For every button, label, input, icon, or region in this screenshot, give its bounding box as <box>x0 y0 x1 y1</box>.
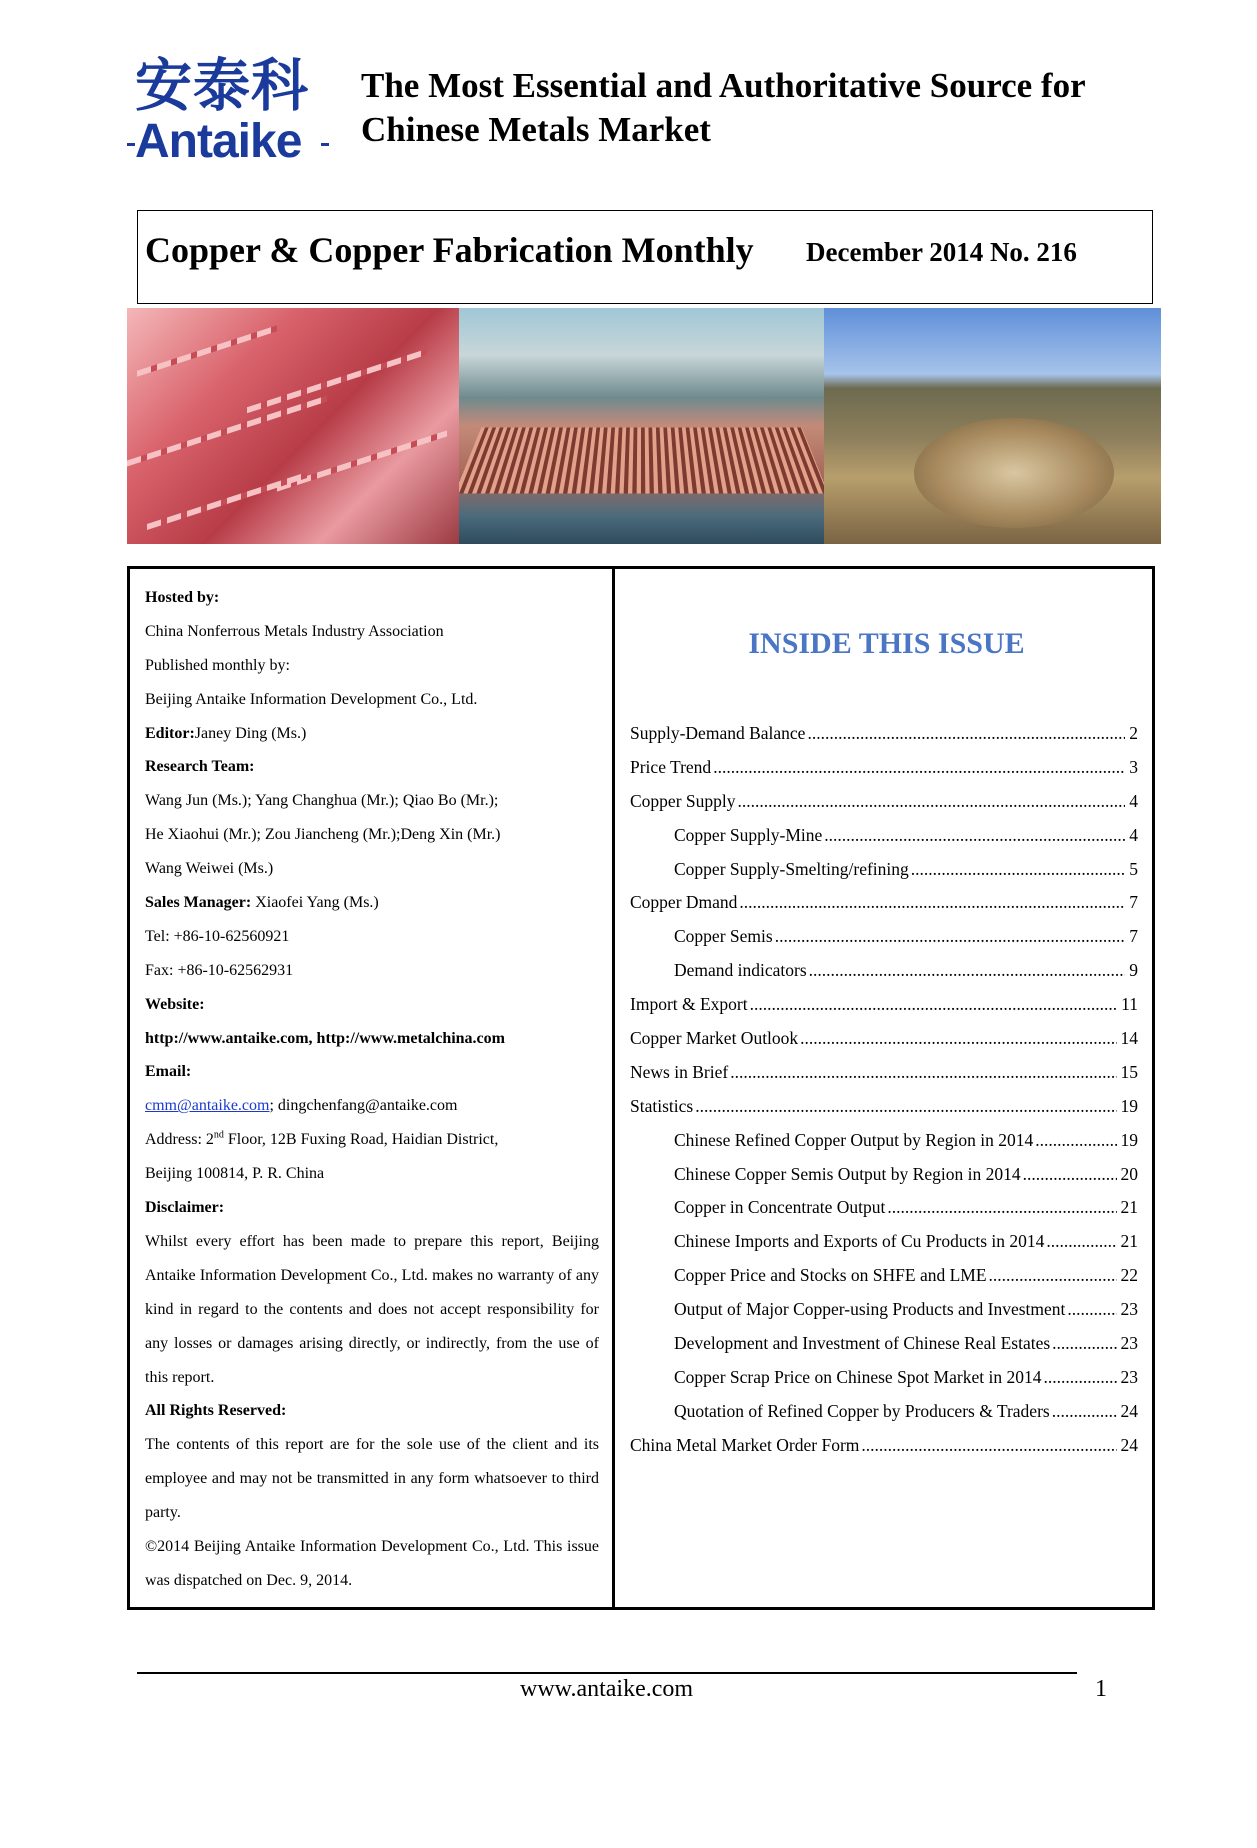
toc-heading: INSIDE THIS ISSUE <box>748 627 1025 660</box>
toc-item[interactable] <box>630 988 1138 1022</box>
toc-item[interactable] <box>630 1191 1138 1225</box>
toc-item[interactable] <box>630 1429 1138 1463</box>
toc-item-label: Copper Price and Stocks on SHFE and LME <box>674 1259 989 1293</box>
toc-item[interactable] <box>630 954 1138 988</box>
toc-leader-dots <box>1035 1124 1116 1158</box>
footer-url[interactable]: www.antaike.com <box>520 1676 694 1702</box>
toc-item-page: 22 <box>1120 1265 1138 1286</box>
toc-item-label: Copper Supply-Mine <box>674 819 824 853</box>
publication-info <box>145 581 599 1598</box>
toc-item-page: 11 <box>1121 994 1138 1015</box>
toc-item-page: 24 <box>1120 1400 1138 1421</box>
toc-item-page: 14 <box>1120 1028 1138 1049</box>
toc-leader-dots <box>775 920 1126 954</box>
address-superscript: nd <box>213 1129 224 1141</box>
tagline <box>361 64 1201 152</box>
toc-leader-dots <box>800 1022 1116 1056</box>
disclaimer-label: Disclaimer: <box>145 1199 225 1217</box>
toc-item-page: 24 <box>1120 1434 1138 1455</box>
toc-leader-dots <box>807 717 1125 751</box>
toc-leader-dots <box>713 751 1125 785</box>
email-secondary: ; dingchenfang@antaike.com <box>269 1097 458 1115</box>
page-number: 1 <box>1095 1676 1107 1702</box>
toc-item[interactable] <box>630 1022 1138 1056</box>
column-divider <box>612 569 615 1607</box>
published-label: Published monthly by: <box>145 656 290 674</box>
toc-item-label: Supply-Demand Balance <box>630 717 807 751</box>
research-line-1: Wang Jun (Ms.); Yang Changhua (Mr.); Qiao Bo (Mr.); <box>145 792 499 810</box>
toc-item-label: Copper Dmand <box>630 886 739 920</box>
logo-chinese-text: 安泰科 <box>135 53 309 119</box>
toc-leader-dots <box>1052 1395 1117 1429</box>
toc-leader-dots <box>1052 1327 1116 1361</box>
toc-item-label: Copper in Concentrate Output <box>674 1191 887 1225</box>
toc-item-label: Output of Major Copper-using Products and Investment <box>674 1293 1067 1327</box>
tagline-line-1: The Most Essential and Authoritative Source for <box>361 66 1086 105</box>
toc-item[interactable] <box>630 1361 1138 1395</box>
toc-item-label: China Metal Market Order Form <box>630 1429 861 1463</box>
hosted-by: China Nonferrous Metals Industry Association <box>145 622 444 640</box>
research-line-3: Wang Weiwei (Ms.) <box>145 860 274 878</box>
toc-leader-dots <box>911 853 1125 887</box>
toc-item-label: Import & Export <box>630 988 750 1022</box>
toc-item-label: Quotation of Refined Copper by Producers & Traders <box>674 1395 1052 1429</box>
publisher: Beijing Antaike Information Development Co., Ltd. <box>145 690 478 708</box>
research-label: Research Team: <box>145 758 255 776</box>
toc-item-page: 4 <box>1129 790 1138 811</box>
toc-item-label: Statistics <box>630 1090 695 1124</box>
toc-item[interactable] <box>630 1259 1138 1293</box>
toc-item[interactable] <box>630 886 1138 920</box>
disclaimer-text: Whilst every effort has been made to prepare this report, Beijing Antaike Information Development Co., Ltd. makes no warranty of any kind in regard to the contents and does not accept responsibility for any losses or damages arising directly, or indirectly, from the use of this report. <box>145 1232 599 1386</box>
toc-leader-dots <box>1067 1293 1116 1327</box>
email-link[interactable]: cmm@antaike.com <box>145 1097 270 1115</box>
toc-item[interactable] <box>630 751 1138 785</box>
website-links[interactable]: http://www.antaike.com, http://www.metalchina.com <box>145 1029 505 1047</box>
toc-item-page: 21 <box>1120 1197 1138 1218</box>
toc-item-label: Price Trend <box>630 751 713 785</box>
toc-leader-dots <box>1043 1361 1116 1395</box>
antaike-logo <box>135 53 325 168</box>
sales-label: Sales Manager: <box>145 894 252 912</box>
toc-item-label: Development and Investment of Chinese Real Estates <box>674 1327 1052 1361</box>
sales-line <box>145 886 599 920</box>
toc-leader-dots <box>730 1056 1116 1090</box>
website-label: Website: <box>145 995 205 1013</box>
research-line-2: He Xiaohui (Mr.); Zou Jiancheng (Mr.);Deng Xin (Mr.) <box>145 826 501 844</box>
toc-leader-dots <box>989 1259 1117 1293</box>
toc-item-page: 7 <box>1129 926 1138 947</box>
issue-label: December 2014 No. 216 <box>806 237 1077 267</box>
toc-item-label: Chinese Refined Copper Output by Region in 2014 <box>674 1124 1035 1158</box>
photo-strip <box>127 308 1161 544</box>
toc-item[interactable] <box>630 920 1138 954</box>
toc-item-page: 3 <box>1129 756 1138 777</box>
toc-item-page: 19 <box>1120 1095 1138 1116</box>
toc-item[interactable] <box>630 785 1138 819</box>
toc-item[interactable] <box>630 717 1138 751</box>
email-label: Email: <box>145 1063 192 1081</box>
sales-name: Xiaofei Yang (Ms.) <box>251 894 379 912</box>
open-pit-mine-photo <box>824 308 1161 544</box>
toc-leader-dots <box>809 954 1126 988</box>
email-line <box>145 1089 599 1123</box>
toc-leader-dots <box>1046 1225 1116 1259</box>
toc-leader-dots <box>695 1090 1116 1124</box>
publication-title: Copper & Copper Fabrication Monthly <box>145 230 754 270</box>
toc-item[interactable] <box>630 1327 1138 1361</box>
address-suffix: Floor, 12B Fuxing Road, Haidian District, <box>223 1131 499 1149</box>
tagline-line-2: Chinese Metals Market <box>361 110 711 149</box>
refinery-photo <box>459 308 824 544</box>
copper-cathode-photo <box>127 308 459 544</box>
rights-label: All Rights Reserved: <box>145 1402 287 1420</box>
toc-item-page: 21 <box>1120 1231 1138 1252</box>
logo-english-text: Antaike <box>135 116 325 168</box>
toc-item-label: Chinese Copper Semis Output by Region in 2014 <box>674 1158 1023 1192</box>
content-box <box>127 566 1155 1610</box>
toc-item[interactable] <box>630 1158 1138 1192</box>
toc-item[interactable] <box>630 1124 1138 1158</box>
toc-item-label: Copper Scrap Price on Chinese Spot Market in 2014 <box>674 1361 1043 1395</box>
toc-item-page: 7 <box>1129 892 1138 913</box>
toc-item[interactable] <box>630 819 1138 853</box>
toc-item[interactable] <box>630 1225 1138 1259</box>
toc-item-page: 2 <box>1129 723 1138 743</box>
toc-leader-dots <box>738 785 1126 819</box>
toc-leader-dots <box>750 988 1118 1022</box>
copyright-text: ©2014 Beijing Antaike Information Development Co., Ltd. This issue was dispatched on Dec. 9, 2014. <box>145 1538 599 1589</box>
toc-item[interactable] <box>630 1293 1138 1327</box>
toc-item-page: 19 <box>1120 1129 1138 1150</box>
toc-item-page: 23 <box>1120 1299 1138 1320</box>
toc-leader-dots <box>824 819 1125 853</box>
toc-item[interactable] <box>630 853 1138 887</box>
toc-item-page: 9 <box>1129 960 1138 981</box>
toc-item-label: Chinese Imports and Exports of Cu Products in 2014 <box>674 1225 1046 1259</box>
toc-leader-dots <box>1023 1158 1117 1192</box>
tel: Tel: +86-10-62560921 <box>145 927 290 945</box>
address-line-1 <box>145 1123 599 1157</box>
fax: Fax: +86-10-62562931 <box>145 961 294 979</box>
toc-item-page: 5 <box>1129 858 1138 879</box>
toc-item-label: Demand indicators <box>674 954 809 988</box>
toc-item-page: 4 <box>1129 824 1138 845</box>
editor-label: Editor: <box>145 724 195 742</box>
toc-item[interactable] <box>630 1056 1138 1090</box>
editor-line <box>145 717 599 751</box>
toc-item-page: 23 <box>1120 1366 1138 1387</box>
toc-leader-dots <box>861 1429 1116 1463</box>
toc-item-label: News in Brief <box>630 1056 730 1090</box>
hosted-by-label: Hosted by: <box>145 589 220 606</box>
toc-item-label: Copper Semis <box>674 920 775 954</box>
toc-item-label: Copper Market Outlook <box>630 1022 800 1056</box>
title-box <box>137 210 1153 304</box>
toc-item-page: 15 <box>1120 1061 1138 1082</box>
address-line-2: Beijing 100814, P. R. China <box>145 1165 325 1183</box>
address-prefix: Address: 2 <box>145 1131 214 1149</box>
toc-item-page: 23 <box>1120 1333 1138 1354</box>
toc-item[interactable] <box>630 1395 1138 1429</box>
toc-item-page: 20 <box>1120 1163 1138 1184</box>
editor-name: Janey Ding (Ms.) <box>194 724 307 742</box>
toc-item-label: Copper Supply-Smelting/refining <box>674 853 911 887</box>
toc-item-label: Copper Supply <box>630 785 738 819</box>
rights-text: The contents of this report are for the sole use of the client and its employee and may not be transmitted in any form whatsoever to third party. <box>145 1436 599 1522</box>
table-of-contents <box>630 717 1138 1463</box>
toc-leader-dots <box>739 886 1125 920</box>
toc-item[interactable] <box>630 1090 1138 1124</box>
toc-leader-dots <box>887 1191 1116 1225</box>
